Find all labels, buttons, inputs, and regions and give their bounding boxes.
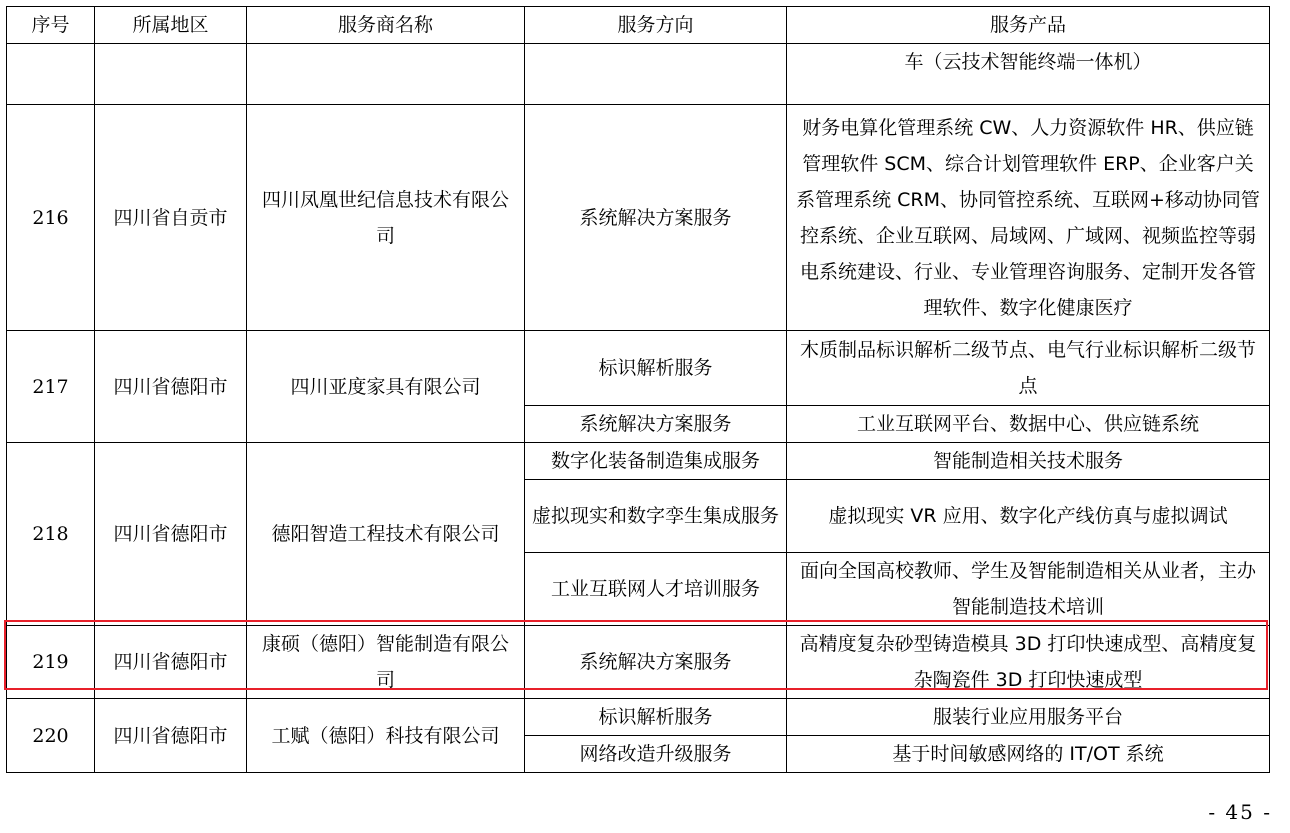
table-row-continued <box>7 44 1270 105</box>
table-row-218 <box>7 443 1270 480</box>
cell-region: 四川省德阳市 <box>95 699 247 773</box>
cell-direction: 数字化装备制造集成服务 <box>525 443 787 480</box>
table-row-220 <box>7 699 1270 736</box>
cell-direction: 虚拟现实和数字孪生集成服务 <box>525 480 787 553</box>
header-row <box>7 7 1270 44</box>
cell-direction: 系统解决方案服务 <box>525 406 787 443</box>
service-provider-table <box>6 6 1270 773</box>
cell-company: 德阳智造工程技术有限公司 <box>247 443 525 626</box>
cell-product: 智能制造相关技术服务 <box>787 443 1270 480</box>
header-no: 序号 <box>7 7 95 44</box>
service-table-container <box>6 6 1269 773</box>
cell-direction: 标识解析服务 <box>525 331 787 406</box>
header-company: 服务商名称 <box>247 7 525 44</box>
cell-no: 220 <box>7 699 95 773</box>
header-product: 服务产品 <box>787 7 1270 44</box>
cell-product: 基于时间敏感网络的 IT/OT 系统 <box>787 736 1270 773</box>
cell-direction: 系统解决方案服务 <box>525 105 787 331</box>
cell-product-continued: 车（云技术智能终端一体机） <box>787 44 1270 105</box>
cell-region: 四川省德阳市 <box>95 331 247 443</box>
cell-no: 216 <box>7 105 95 331</box>
cell-direction: 系统解决方案服务 <box>525 626 787 699</box>
cell-product: 高精度复杂砂型铸造模具 3D 打印快速成型、高精度复杂陶瓷件 3D 打印快速成型 <box>787 626 1270 699</box>
cell-product: 服装行业应用服务平台 <box>787 699 1270 736</box>
cell-empty <box>7 44 95 105</box>
cell-company: 康硕（德阳）智能制造有限公司 <box>247 626 525 699</box>
cell-company: 工赋（德阳）科技有限公司 <box>247 699 525 773</box>
table-row-217 <box>7 331 1270 406</box>
cell-direction: 网络改造升级服务 <box>525 736 787 773</box>
cell-empty <box>247 44 525 105</box>
table-row-219 <box>7 626 1270 699</box>
cell-direction: 标识解析服务 <box>525 699 787 736</box>
cell-product: 虚拟现实 VR 应用、数字化产线仿真与虚拟调试 <box>787 480 1270 553</box>
cell-product: 工业互联网平台、数据中心、供应链系统 <box>787 406 1270 443</box>
header-region: 所属地区 <box>95 7 247 44</box>
cell-direction: 工业互联网人才培训服务 <box>525 553 787 626</box>
page-number: - 45 - <box>1208 800 1272 824</box>
table-row-216 <box>7 105 1270 331</box>
cell-product: 面向全国高校教师、学生及智能制造相关从业者，主办智能制造技术培训 <box>787 553 1270 626</box>
cell-region: 四川省自贡市 <box>95 105 247 331</box>
cell-company: 四川亚度家具有限公司 <box>247 331 525 443</box>
cell-product: 木质制品标识解析二级节点、电气行业标识解析二级节点 <box>787 331 1270 406</box>
header-direction: 服务方向 <box>525 7 787 44</box>
cell-empty <box>95 44 247 105</box>
cell-no: 218 <box>7 443 95 626</box>
cell-region: 四川省德阳市 <box>95 443 247 626</box>
cell-no: 219 <box>7 626 95 699</box>
cell-region: 四川省德阳市 <box>95 626 247 699</box>
cell-empty <box>525 44 787 105</box>
cell-product: 财务电算化管理系统 CW、人力资源软件 HR、供应链管理软件 SCM、综合计划管理软件 ERP、企业客户关系管理系统 CRM、协同管控系统、互联网+移动协同管控系统、企业互联网、局域网、广域网、视频监控等弱电系统建设、行业、专业管理咨询服务、定制开发各管理软件、数字化健康医疗 <box>787 105 1270 331</box>
cell-no: 217 <box>7 331 95 443</box>
cell-company: 四川凤凰世纪信息技术有限公司 <box>247 105 525 331</box>
